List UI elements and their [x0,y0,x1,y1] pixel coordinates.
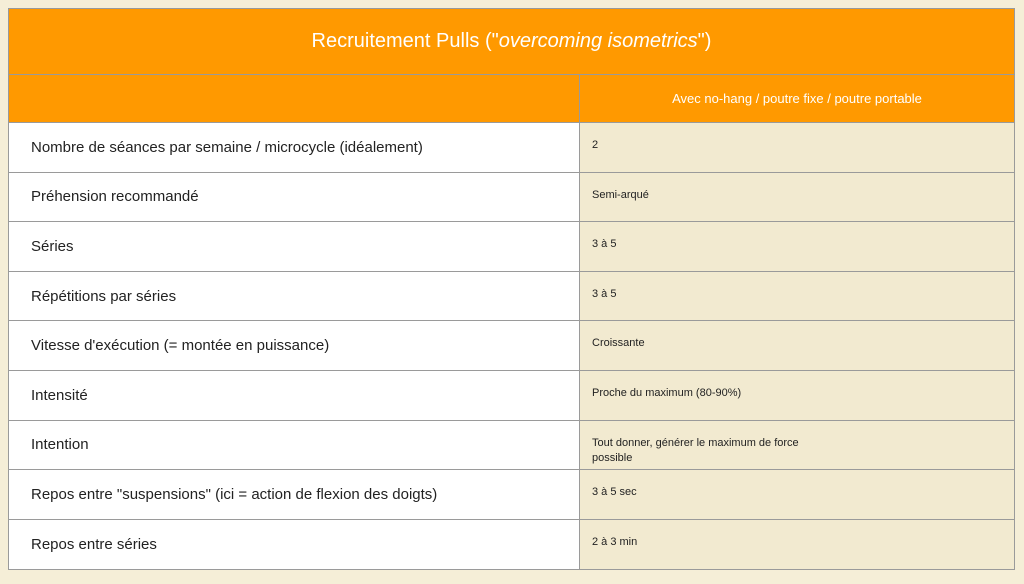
row-value [580,421,1014,470]
row-value-line-1: Tout donner, générer le maximum de force [592,436,799,449]
training-table [8,8,1015,570]
table-row [9,421,1014,471]
row-label: Vitesse d'exécution (= montée en puissance) [9,321,580,370]
row-label: Préhension recommandé [9,173,580,222]
row-value: 3 à 5 sec [580,470,1014,519]
title-emphasis: overcoming isometrics [498,30,698,52]
row-value: 2 [580,123,1014,172]
row-value: 2 à 3 min [580,520,1014,570]
row-label: Repos entre "suspensions" (ici = action de flexion des doigts) [9,470,580,519]
column-header-empty [9,75,580,122]
table-row [9,173,1014,223]
row-value: 3 à 5 [580,272,1014,321]
title-prefix: Recruitement Pulls (" [311,30,499,52]
table-row [9,520,1014,570]
column-header-label: Avec no-hang / poutre fixe / poutre portable [672,91,922,106]
table-row [9,123,1014,173]
row-label: Intensité [9,371,580,420]
row-label: Séries [9,222,580,271]
row-label: Intention [9,421,580,470]
table-row [9,321,1014,371]
row-value: 3 à 5 [580,222,1014,271]
row-value: Semi-arqué [580,173,1014,222]
row-label: Nombre de séances par semaine / microcycle (idéalement) [9,123,580,172]
table-title [9,9,1014,75]
row-value-line-2: possible [592,451,633,464]
title-suffix: ") [697,30,712,52]
column-header-row [9,75,1014,123]
table-row [9,470,1014,520]
table-row [9,371,1014,421]
row-value: Croissante [580,321,1014,370]
table-row [9,272,1014,322]
table-row [9,222,1014,272]
row-label: Répétitions par séries [9,272,580,321]
row-value: Proche du maximum (80-90%) [580,371,1014,420]
row-label: Repos entre séries [9,520,580,570]
